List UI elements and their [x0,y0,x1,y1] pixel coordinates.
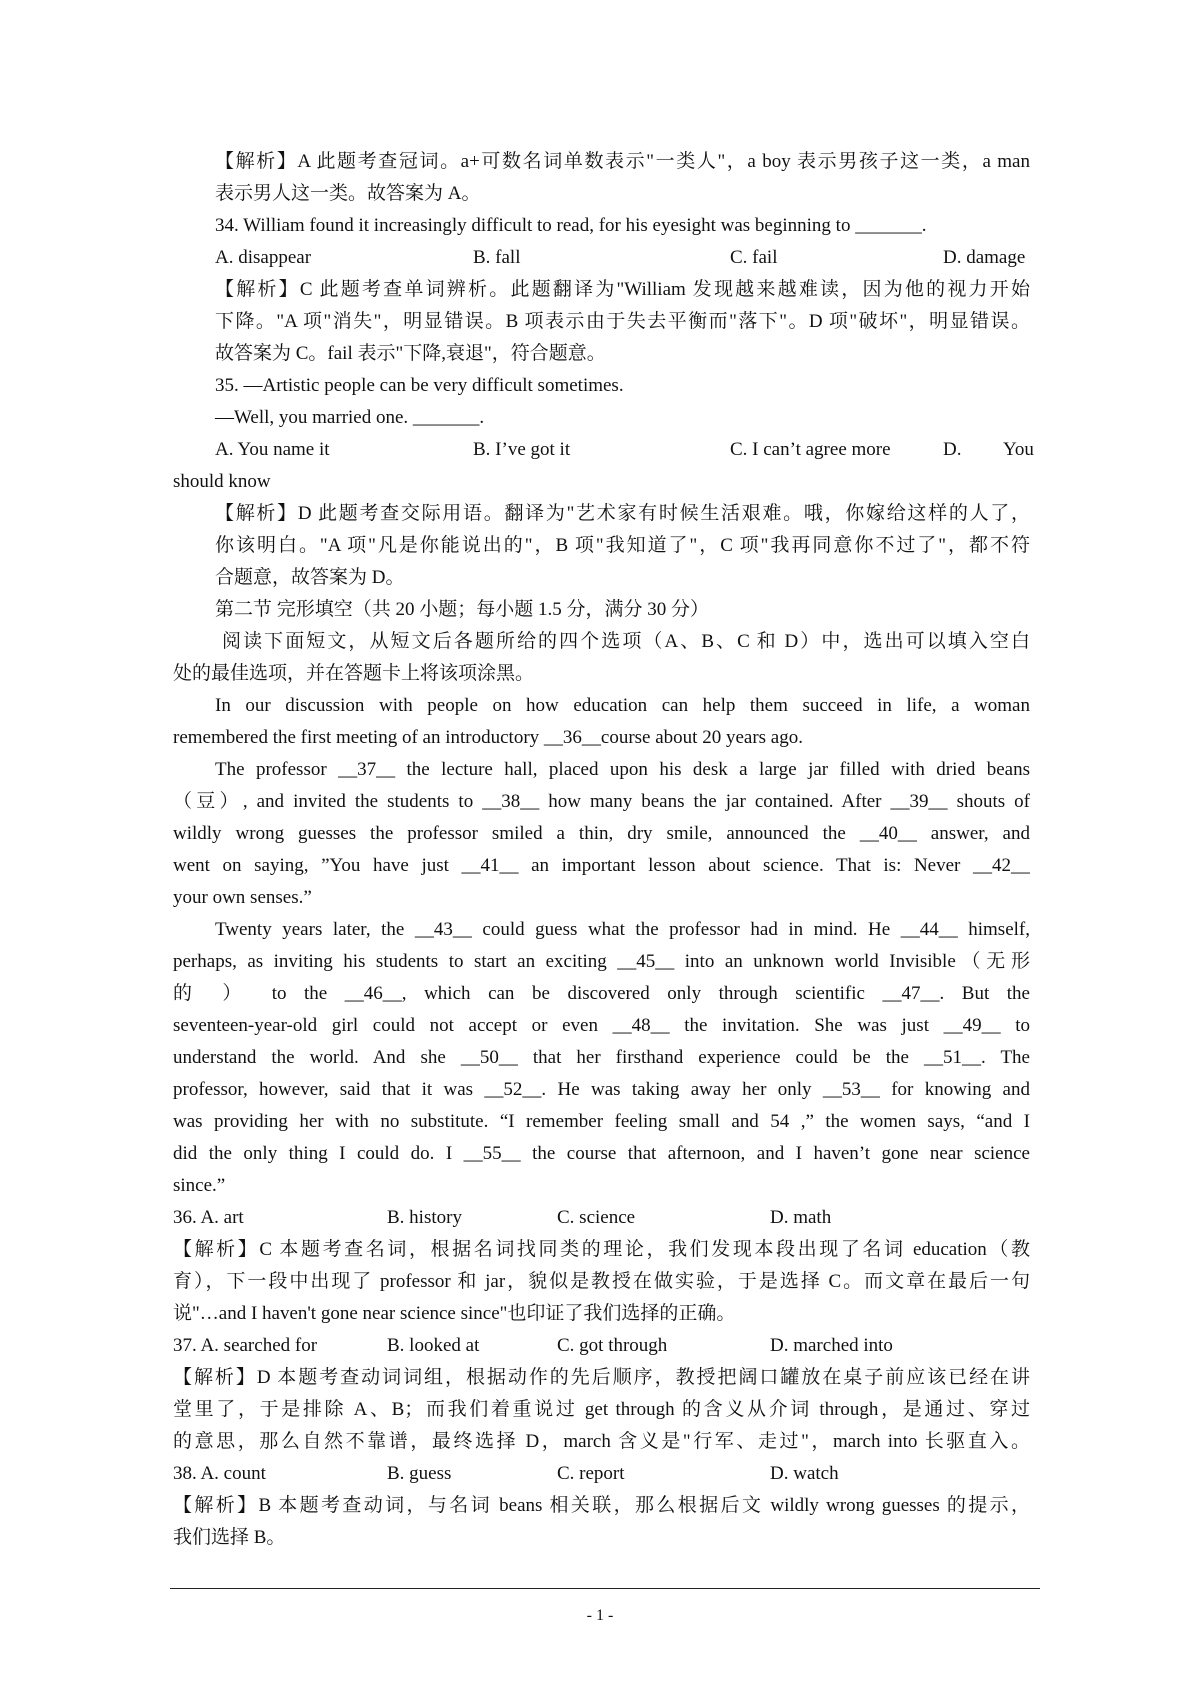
analysis-line: 堂里了，于是排除 A、B；而我们着重说过 get through 的含义从介词 through，是通过、穿过 [173,1399,1030,1420]
analysis-line: 【解析】A 此题考查冠词。a+可数名词单数表示"一类人"，a boy 表示男孩子这一类，a man [215,151,1030,172]
analysis-line: 你该明白。"A 项"凡是你能说出的"，B 项"我知道了"，C 项"我再同意你不过了"，都不符 [215,535,1030,556]
analysis-line: 【解析】D 此题考查交际用语。翻译为"艺术家有时候生活艰难。哦，你嫁给这样的人了， [215,503,1030,524]
analysis-line: 的意思，那么自然不靠谱，最终选择 D，march 含义是"行军、走过"，march into 长驱直入。 [173,1431,1030,1452]
q35-option-b: B. I’ve got it [473,439,571,460]
passage-line: did the only thing I could do. I __55__ the course that afternoon, and I haven’t gone near science [173,1143,1030,1164]
question-35-dialogue: —Well, you married one. _______. [215,407,485,428]
analysis-line: 育），下一段中出现了 professor 和 jar，貌似是教授在做实验，于是选择 C。而文章在最后一句 [173,1271,1030,1292]
q37-option-a: 37. A. searched for [173,1335,318,1356]
page-number: - 1 - [586,1607,614,1624]
q35-option-c: C. I can’t agree more [730,439,891,460]
passage-line: since.” [173,1175,226,1196]
passage-line: wildly wrong guesses the professor smiled a thin, dry smile, announced the __40__ answer, and [173,823,1030,844]
q36-option-a: 36. A. art [173,1207,244,1228]
footer-divider [170,1588,1040,1589]
section-heading: 第二节 完形填空（共 20 小题；每小题 1.5 分，满分 30 分） [215,599,710,620]
q38-option-d: D. watch [770,1463,839,1484]
q37-option-b: B. looked at [387,1335,480,1356]
q37-option-d: D. marched into [770,1335,893,1356]
q34-option-a: A. disappear [215,247,312,268]
instruction-line: 阅读下面短文，从短文后各题所给的四个选项（A、B、C 和 D）中，选出可以填入空白 [222,631,1030,652]
q38-option-a: 38. A. count [173,1463,266,1484]
passage-line: perhaps, as inviting his students to start an exciting __45__ into an unknown world Invisible（无形 [173,951,1030,972]
q35-option-d-label: D. [943,439,962,460]
q36-option-c: C. science [557,1207,636,1228]
passage-line: seventeen-year-old girl could not accept or even __48__ the invitation. She was just __49__ to [173,1015,1030,1036]
passage-line: professor, however, said that it was __52__. He was taking away her only __53__ for knowing and [173,1079,1030,1100]
q37-option-c: C. got through [557,1335,668,1356]
analysis-line: 合题意，故答案为 D。 [215,567,405,588]
q35-option-d-continued: should know [173,471,271,492]
passage-line: went on saying, ”You have just __41__ an important lesson about science. That is: Never __42__ [173,855,1030,876]
passage-line: The professor __37__ the lecture hall, placed upon his desk a large jar filled with dried beans [215,759,1030,780]
passage-line: 的 ） to the __46__, which can be discovered only through scientific __47__. But the [173,983,1030,1004]
analysis-line: 说"…and I haven't gone near science since"也印证了我们选择的正确。 [173,1303,736,1324]
q38-option-b: B. guess [387,1463,452,1484]
analysis-line: 【解析】B 本题考查动词，与名词 beans 相关联，那么根据后文 wildly wrong guesses 的提示， [173,1495,1030,1516]
q34-option-c: C. fail [730,247,778,268]
passage-line: remembered the first meeting of an introductory __36__course about 20 years ago. [173,727,803,748]
passage-line: In our discussion with people on how education can help them succeed in life, a woman [215,695,1030,716]
analysis-line: 下降。"A 项"消失"，明显错误。B 项表示由于失去平衡而"落下"。D 项"破坏"，明显错误。 [215,311,1030,332]
analysis-line: 【解析】C 本题考查名词，根据名词找同类的理论，我们发现本段出现了名词 education（教 [173,1239,1030,1260]
question-34-stem: 34. William found it increasingly difficult to read, for his eyesight was beginning to _______. [215,215,927,236]
passage-line: understand the world. And she __50__ that her firsthand experience could be the __51__. The [173,1047,1030,1068]
analysis-line: 故答案为 C。fail 表示"下降,衰退"，符合题意。 [215,343,606,364]
q35-option-a: A. You name it [215,439,330,460]
passage-line: Twenty years later, the __43__ could guess what the professor had in mind. He __44__ himself, [215,919,1030,940]
analysis-line: 【解析】D 本题考查动词词组，根据动作的先后顺序，教授把阔口罐放在桌子前应该已经在讲 [173,1367,1030,1388]
instruction-line: 处的最佳选项，并在答题卡上将该项涂黑。 [173,663,535,684]
analysis-line: 我们选择 B。 [173,1527,286,1548]
analysis-line: 表示男人这一类。故答案为 A。 [215,183,481,204]
q38-option-c: C. report [557,1463,625,1484]
passage-line: was providing her with no substitute. “I remember feeling small and 54 ,” the women says, “and I [173,1111,1030,1132]
q36-option-d: D. math [770,1207,832,1228]
q34-option-d: D. damage [943,247,1026,268]
passage-line: （豆）, and invited the students to __38__ how many beans the jar contained. After __39__ shouts of [173,791,1030,812]
q36-option-b: B. history [387,1207,462,1228]
analysis-line: 【解析】C 此题考查单词辨析。此题翻译为"William 发现越来越难读，因为他的视力开始 [215,279,1030,300]
q35-option-d-text: You [1003,439,1034,460]
question-35-stem: 35. —Artistic people can be very difficult sometimes. [215,375,624,396]
q34-option-b: B. fall [473,247,521,268]
passage-line: your own senses.” [173,887,312,908]
